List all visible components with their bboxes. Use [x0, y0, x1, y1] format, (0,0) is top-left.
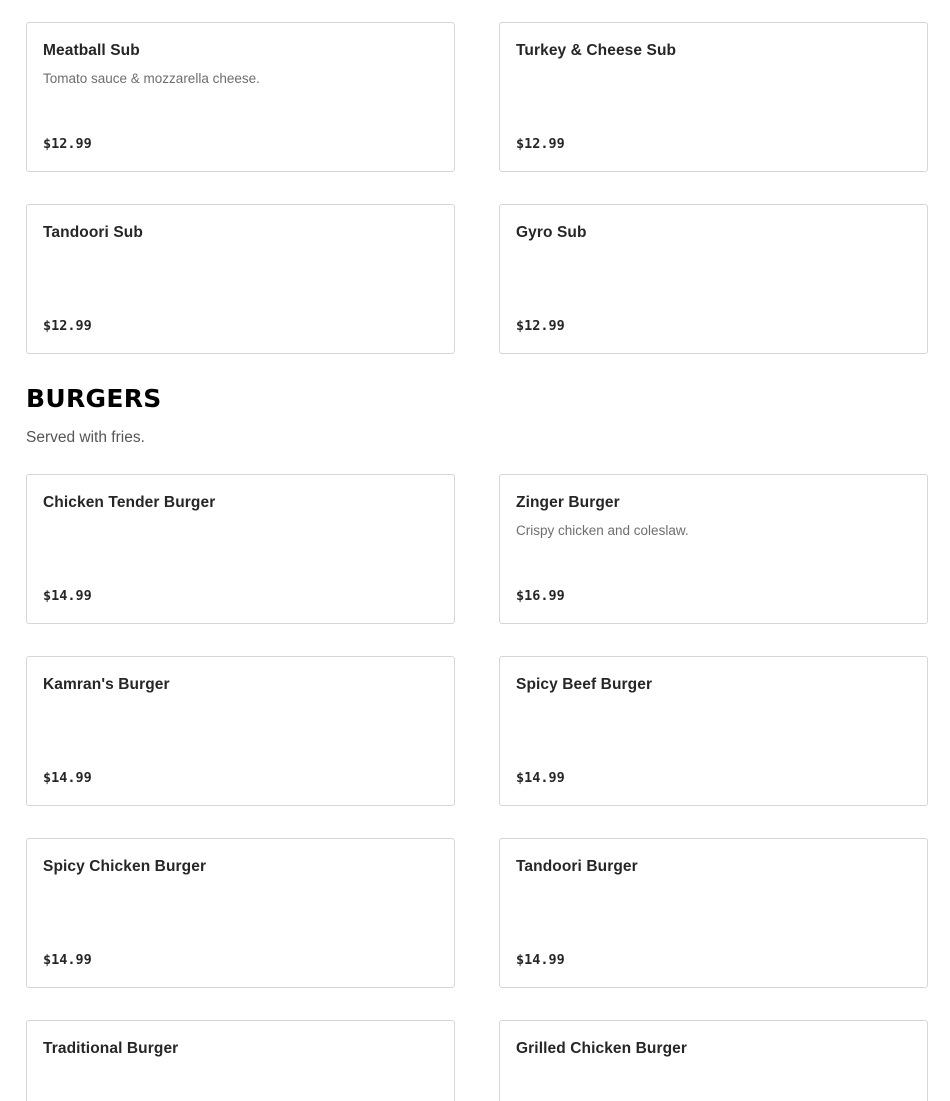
menu-item-price: $12.99 [43, 136, 92, 152]
menu-item-price: $12.99 [43, 318, 92, 334]
menu-item-card[interactable] [26, 474, 455, 624]
menu-item-name: Turkey & Cheese Sub [516, 42, 677, 59]
menu-item-card[interactable] [499, 22, 928, 172]
menu-item-card[interactable] [499, 204, 928, 354]
menu-item-card[interactable] [499, 474, 928, 624]
menu-item-card[interactable] [26, 838, 455, 988]
menu-item-description: Crispy chicken and coleslaw. [516, 523, 689, 538]
menu-item-name: Chicken Tender Burger [43, 494, 216, 511]
menu-item-name: Gyro Sub [516, 224, 587, 241]
menu-item-price: $12.99 [516, 136, 565, 152]
section-subtitle-burgers: Served with fries. [26, 429, 145, 446]
menu-item-price: $16.99 [516, 588, 565, 604]
menu-item-card[interactable] [26, 22, 455, 172]
section-title-burgers: BURGERS [26, 384, 162, 413]
menu-item-card[interactable] [26, 656, 455, 806]
menu-item-description: Tomato sauce & mozzarella cheese. [43, 71, 260, 86]
menu-item-card[interactable] [499, 1020, 928, 1101]
menu-item-price: $14.99 [516, 952, 565, 968]
menu-item-name: Zinger Burger [516, 494, 620, 511]
menu-item-name: Grilled Chicken Burger [516, 1040, 688, 1057]
menu-item-card[interactable] [26, 1020, 455, 1101]
menu-item-name: Kamran's Burger [43, 676, 170, 693]
menu-item-price: $14.99 [516, 770, 565, 786]
menu-item-card[interactable] [26, 204, 455, 354]
menu-item-price: $14.99 [43, 770, 92, 786]
menu-item-card[interactable] [499, 656, 928, 806]
menu-item-name: Meatball Sub [43, 42, 140, 59]
menu-item-card[interactable] [499, 838, 928, 988]
menu-item-name: Spicy Beef Burger [516, 676, 653, 693]
menu-item-name: Tandoori Burger [516, 858, 638, 875]
menu-item-price: $12.99 [516, 318, 565, 334]
menu-item-name: Traditional Burger [43, 1040, 179, 1057]
menu-item-name: Spicy Chicken Burger [43, 858, 207, 875]
menu-item-price: $14.99 [43, 952, 92, 968]
menu-item-price: $14.99 [43, 588, 92, 604]
menu-item-name: Tandoori Sub [43, 224, 143, 241]
